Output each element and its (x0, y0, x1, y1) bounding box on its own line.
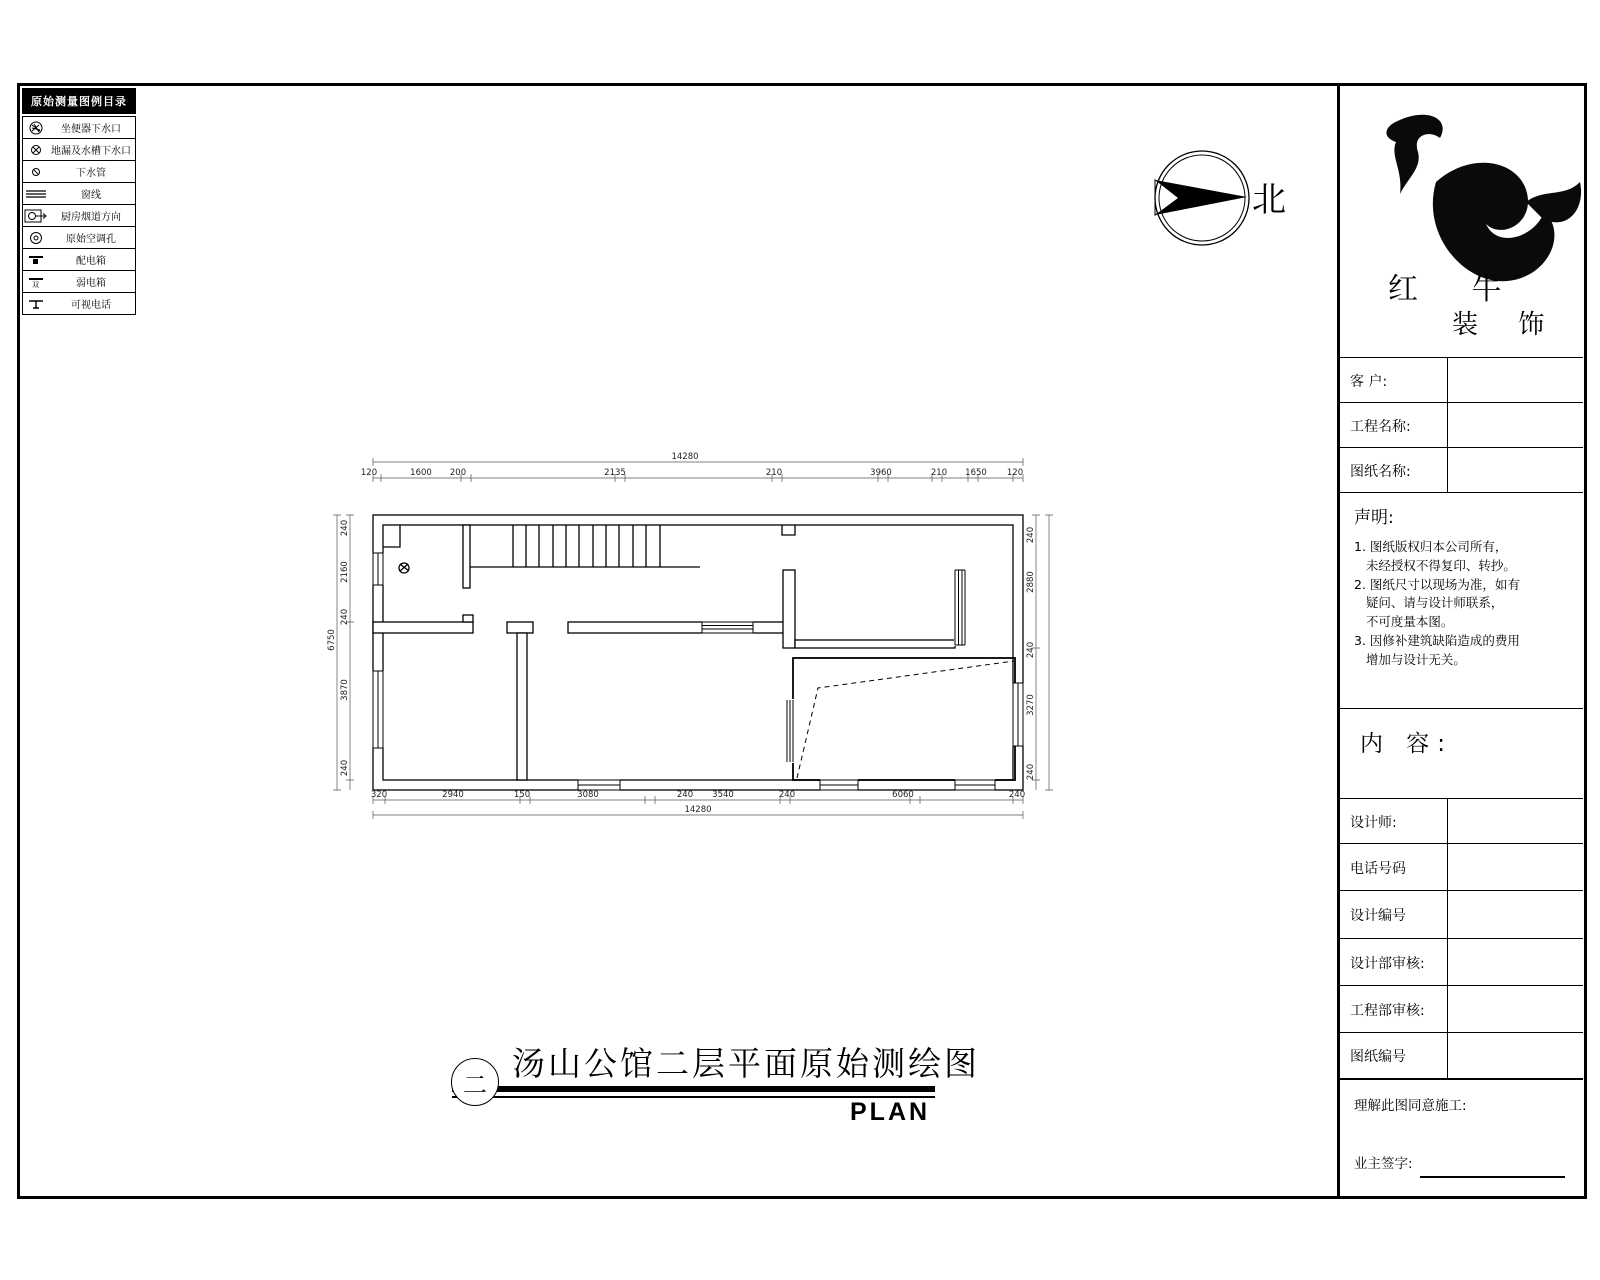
row-value (1448, 844, 1583, 891)
row-value (1448, 1033, 1583, 1079)
svg-text:14280: 14280 (671, 452, 699, 462)
legend-item-label: 原始空调孔 (66, 234, 116, 245)
row-value (1448, 939, 1583, 986)
svg-text:240: 240 (340, 759, 350, 777)
svg-text:双: 双 (32, 280, 39, 288)
row-label: 设计师: (1340, 799, 1448, 844)
row-drawing-no (1340, 1032, 1583, 1079)
svg-text:210: 210 (930, 468, 948, 478)
toilet-drain-icon (23, 120, 49, 136)
field-value (1448, 448, 1583, 493)
legend-item-toilet-drain (22, 116, 136, 139)
row-label: 设计部审核: (1340, 939, 1448, 986)
row-label: 工程部审核: (1340, 986, 1448, 1033)
legend-box (22, 88, 136, 315)
svg-text:150: 150 (513, 790, 531, 800)
brand-name-sub: 装 饰 (1452, 310, 1561, 340)
field-value (1448, 403, 1583, 448)
statement-line: 疑问、请与设计师联系， (1354, 595, 1504, 611)
statement-line: 3. 因修补建筑缺陷造成的费用 (1354, 632, 1520, 648)
legend-item-power-box (22, 249, 136, 271)
svg-text:240: 240 (340, 608, 350, 626)
legend-item-label: 厨房烟道方向 (61, 212, 121, 223)
row-design-no (1340, 890, 1583, 939)
svg-text:3270: 3270 (1026, 694, 1036, 716)
row-design-dept-review (1340, 938, 1583, 986)
svg-text:1650: 1650 (965, 468, 987, 478)
svg-text:240: 240 (1008, 790, 1026, 800)
row-label: 图纸编号 (1340, 1033, 1448, 1079)
legend-item-label: 窗线 (81, 190, 101, 201)
legend-item-label: 地漏及水槽下水口 (51, 146, 131, 157)
floor-plan (325, 450, 1060, 830)
svg-text:200: 200 (449, 468, 467, 478)
legend-item-window-line (22, 183, 136, 205)
svg-text:240: 240 (340, 519, 350, 537)
owner-sign-label: 业主签字: (1354, 1156, 1413, 1172)
row-eng-dept-review (1340, 985, 1583, 1033)
legend-item-drain-pipe (22, 161, 136, 183)
statement-title: 声明: (1354, 508, 1394, 528)
row-designer (1340, 798, 1583, 844)
svg-text:3540: 3540 (712, 790, 734, 800)
legend-item-label: 坐便器下水口 (61, 124, 121, 135)
row-label: 电话号码 (1340, 844, 1448, 891)
plan-walls (373, 515, 1023, 790)
legend-item-aircon-hole (22, 227, 136, 249)
svg-text:120: 120 (360, 468, 378, 478)
svg-text:240: 240 (1026, 526, 1036, 544)
window-right (1011, 683, 1025, 746)
statement-line: 增加与设计无关。 (1354, 651, 1466, 667)
svg-text:120: 120 (1006, 468, 1024, 478)
svg-text:240: 240 (1026, 641, 1036, 659)
footer-agree-text: 理解此图同意施工: (1354, 1098, 1467, 1114)
window-left-upper (371, 553, 385, 585)
svg-text:2135: 2135 (604, 468, 626, 478)
svg-text:6750: 6750 (327, 629, 337, 651)
statement-block (1340, 492, 1583, 708)
svg-text:6060: 6060 (892, 790, 914, 800)
sheet-number-circle (451, 1058, 499, 1106)
kitchen-flue-icon (23, 208, 49, 224)
statement-line: 1. 图纸版权归本公司所有， (1354, 539, 1508, 554)
row-phone (1340, 843, 1583, 891)
drain-pipe-icon (23, 166, 49, 178)
field-label: 图纸名称: (1340, 448, 1448, 493)
slope-dashed-line (797, 661, 1014, 778)
legend-item-label: 下水管 (76, 168, 106, 179)
svg-text:3960: 3960 (870, 468, 892, 478)
field-row-drawing-name (1340, 447, 1583, 493)
field-row-project-name (1340, 402, 1583, 448)
content-block: 内 容: (1340, 708, 1583, 798)
brand-name: 红 牛 (1388, 272, 1524, 307)
window-bottom-right-2 (955, 778, 995, 792)
legend-item-video-phone (22, 293, 136, 315)
power-box-icon (23, 254, 49, 266)
field-value (1448, 358, 1583, 403)
svg-text:2940: 2940 (442, 790, 464, 800)
row-value (1448, 891, 1583, 939)
svg-text:240: 240 (778, 790, 796, 800)
legend-title: 原始测量图例目录 (22, 88, 136, 114)
legend-item-weak-power-box (22, 271, 136, 293)
svg-text:2880: 2880 (1026, 571, 1036, 593)
svg-text:3080: 3080 (577, 790, 599, 800)
window-mid-vertical (954, 569, 966, 646)
video-phone-icon (23, 298, 49, 310)
statement-line: 未经授权不得复印、转抄。 (1354, 557, 1516, 573)
window-bottom-right-1 (820, 778, 858, 792)
statement-line: 不可度量本图。 (1354, 614, 1454, 629)
row-label: 设计编号 (1340, 891, 1448, 939)
corner-notch (383, 525, 400, 547)
row-value (1448, 799, 1583, 844)
svg-text:240: 240 (1026, 763, 1036, 781)
aircon-hole-icon (23, 231, 49, 245)
legend-item-kitchen-flue (22, 205, 136, 227)
stair-treads (513, 525, 660, 567)
field-row-client (1340, 357, 1583, 403)
svg-text:320: 320 (370, 790, 388, 800)
dimension-lines (333, 458, 1053, 819)
window-room-left (786, 699, 795, 763)
title-rule-thick (452, 1086, 935, 1092)
window-mid-horizontal (702, 621, 753, 634)
legend-item-label: 可视电话 (71, 300, 111, 311)
field-label: 工程名称: (1340, 403, 1448, 448)
plan-subtitle: PLAN (850, 1098, 931, 1126)
plan-title: 汤山公馆二层平面原始测绘图 (512, 1044, 980, 1083)
sheet-number: 二 (463, 1070, 487, 1099)
svg-text:3870: 3870 (340, 679, 350, 701)
window-line-icon (23, 189, 49, 199)
footer-block (1340, 1078, 1583, 1197)
svg-text:240: 240 (676, 790, 694, 800)
svg-text:1600: 1600 (410, 468, 432, 478)
top-wall-notch (782, 525, 795, 535)
floor-drain-icon (23, 143, 49, 157)
legend-item-floor-drain (22, 139, 136, 161)
legend-item-label: 弱电箱 (76, 278, 106, 289)
weak-power-box-icon (23, 276, 49, 288)
north-label: 北 (1252, 180, 1286, 220)
statement-line: 2. 图纸尺寸以现场为准，如有 (1354, 576, 1520, 592)
svg-text:2160: 2160 (340, 561, 350, 583)
window-left-lower (371, 671, 385, 748)
field-label: 客 户: (1340, 358, 1448, 403)
signature-line (1420, 1176, 1565, 1178)
bottom-right-room (793, 658, 1015, 780)
svg-text:210: 210 (765, 468, 783, 478)
legend-item-label: 配电箱 (76, 256, 106, 267)
row-value (1448, 986, 1583, 1033)
svg-text:14280: 14280 (684, 805, 712, 815)
